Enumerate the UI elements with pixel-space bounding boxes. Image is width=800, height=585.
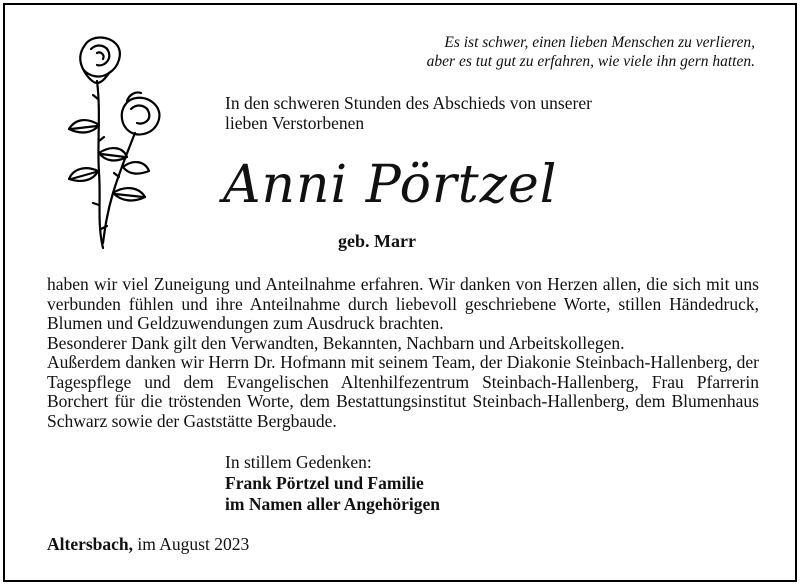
date: im August 2023 [133,534,250,554]
rose-icon [57,33,177,253]
paragraph-2: Besonderer Dank gilt den Verwandten, Bekannten, Nachbarn und Arbeitskollegen. [47,332,625,353]
quote-line-2: aber es tut gut zu erfahren, wie viele ihn gern hatten. [426,53,755,70]
obituary-card [3,3,797,582]
birth-name: geb. Marr [338,231,416,251]
memory-heading: In stillem Gedenken: [225,452,372,472]
intro-line-2: lieben Verstorbenen [225,113,365,133]
place-date [47,534,249,555]
signer-2: im Namen aller Angehörigen [225,494,441,514]
memorial-signature [225,452,440,515]
signer-1: Frank Pörtzel und Familie [225,473,424,493]
deceased-name: Anni Pörtzel [223,155,558,215]
intro-text [225,93,685,133]
intro-line-1: In den schweren Stunden des Abschieds von unserer [225,93,592,113]
thanks-text [47,275,759,431]
place: Altersbach, [47,534,134,554]
paragraph-3: Außerdem danken wir Herrn Dr. Hofmann mit seinem Team, der Diakonie Steinbach-Hallenberg, der Tagespflege und dem Evangelischen Altenhilfezentrum Steinbach-Hallenberg, Frau Pfarrerin Borchert für die tröstenden Worte, dem Bestattungsinstitut Steinbach-Hallenberg, dem Blumenhaus Schwarz sowie der Gaststätte Bergbaude. [47,352,759,431]
paragraph-1: haben wir viel Zuneigung und Anteilnahme erfahren. Wir danken von Herzen allen, die sich mit uns verbunden fühlen und ihre Anteilnahme durch liebevoll geschriebene Worte, stillen Händedruck, Blumen und Geldzuwendungen zum Ausdruck brachten. [47,274,759,333]
quote-line-1: Es ist schwer, einen lieben Menschen zu verlieren, [444,34,755,51]
quote [335,33,755,71]
